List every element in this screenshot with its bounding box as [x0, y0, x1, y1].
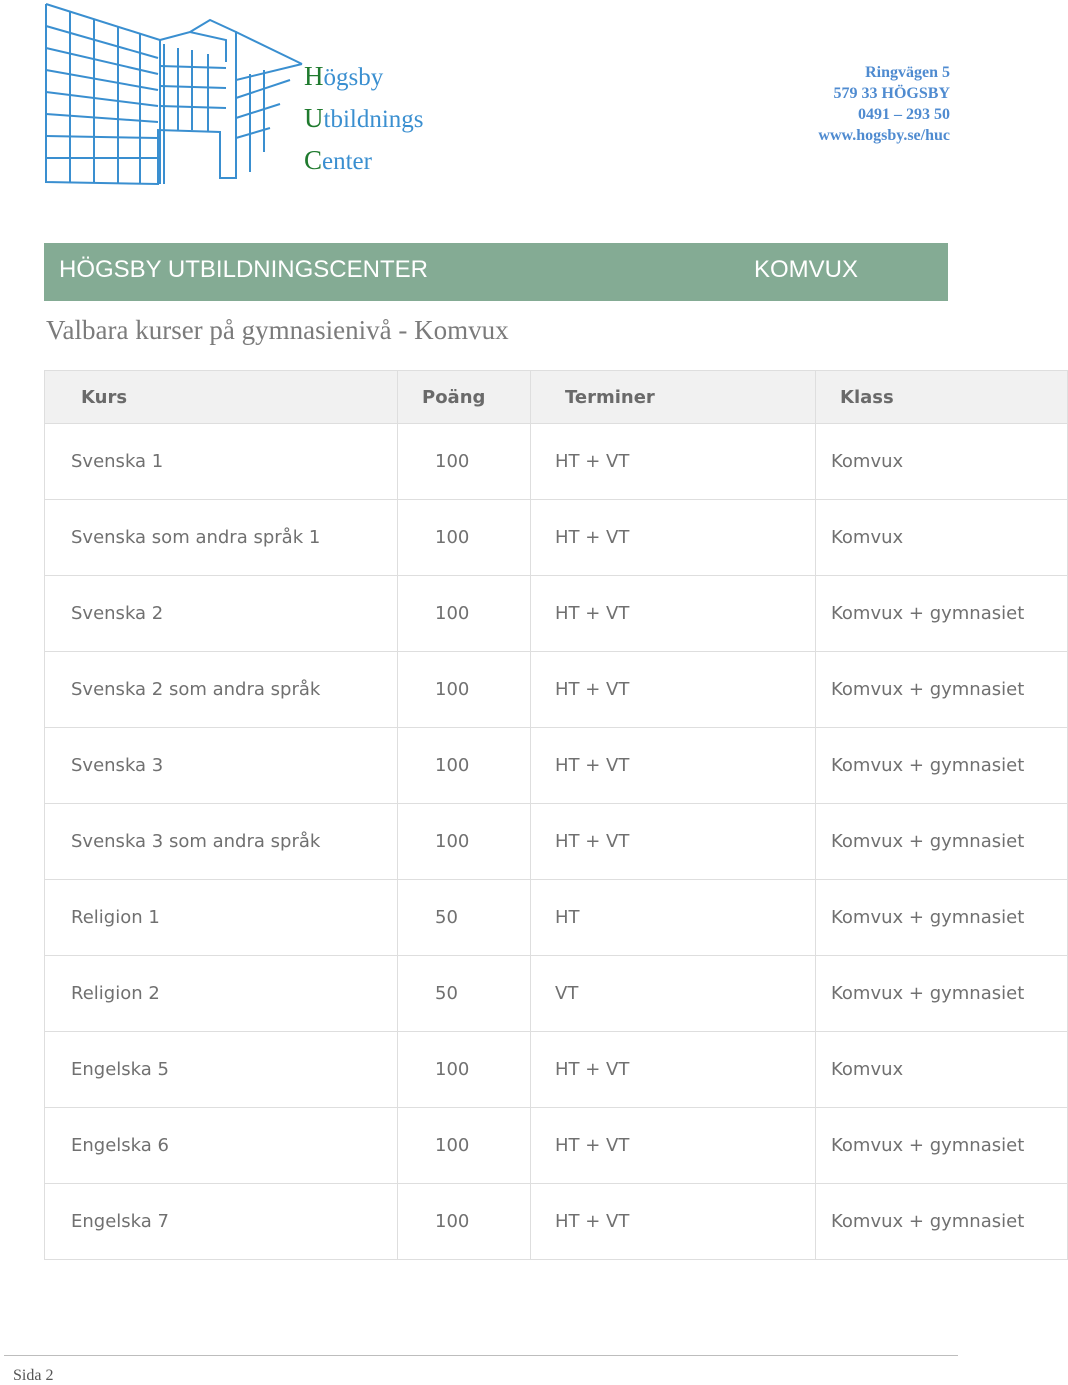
header-kurs: Kurs [45, 371, 398, 424]
course-points: 50 [398, 956, 531, 1032]
course-points: 100 [398, 576, 531, 652]
header-poang: Poäng [398, 371, 531, 424]
course-class: Komvux [816, 424, 1068, 500]
course-name: Engelska 6 [45, 1108, 398, 1184]
logo-line-utbildnings: Utbildnings [304, 103, 424, 133]
course-points: 100 [398, 1108, 531, 1184]
course-terms: VT [531, 956, 816, 1032]
table-row [45, 652, 1068, 728]
course-class: Komvux + gymnasiet [816, 1184, 1068, 1260]
page-number: Sida 2 [13, 1367, 54, 1384]
course-class: Komvux + gymnasiet [816, 652, 1068, 728]
course-terms: HT + VT [531, 424, 816, 500]
course-class: Komvux [816, 500, 1068, 576]
logo-line-center: Center [304, 145, 372, 175]
course-class: Komvux + gymnasiet [816, 804, 1068, 880]
course-terms: HT + VT [531, 576, 816, 652]
table-header-row [45, 371, 1068, 424]
table-row [45, 1108, 1068, 1184]
course-terms: HT + VT [531, 1184, 816, 1260]
address-phone: 0491 – 293 50 [858, 106, 950, 123]
address-website-link[interactable]: www.hogsby.se/huc [818, 127, 950, 144]
course-name: Religion 1 [45, 880, 398, 956]
course-class: Komvux + gymnasiet [816, 880, 1068, 956]
table-row [45, 804, 1068, 880]
course-class: Komvux [816, 1032, 1068, 1108]
course-points: 100 [398, 728, 531, 804]
address-street: Ringvägen 5 [865, 64, 950, 81]
school-building-logo-icon [40, 2, 320, 188]
footer-divider [4, 1355, 958, 1356]
course-name: Svenska 2 som andra språk [45, 652, 398, 728]
course-class: Komvux + gymnasiet [816, 728, 1068, 804]
course-points: 100 [398, 500, 531, 576]
banner-komvux: KOMVUX [753, 256, 858, 283]
course-points: 100 [398, 652, 531, 728]
course-points: 100 [398, 804, 531, 880]
course-points: 100 [398, 1184, 531, 1260]
course-points: 50 [398, 880, 531, 956]
address-postal: 579 33 HÖGSBY [833, 85, 950, 102]
table-row [45, 424, 1068, 500]
table-row [45, 500, 1068, 576]
course-name: Engelska 5 [45, 1032, 398, 1108]
course-class: Komvux + gymnasiet [816, 956, 1068, 1032]
header-banner [44, 243, 948, 301]
course-points: 100 [398, 424, 531, 500]
course-terms: HT + VT [531, 500, 816, 576]
course-terms: HT [531, 880, 816, 956]
page-title: Valbara kurser på gymnasienivå - Komvux [46, 315, 509, 345]
course-class: Komvux + gymnasiet [816, 576, 1068, 652]
course-terms: HT + VT [531, 1108, 816, 1184]
table-row [45, 880, 1068, 956]
course-name: Svenska 2 [45, 576, 398, 652]
courses-table [44, 370, 1068, 1260]
course-terms: HT + VT [531, 804, 816, 880]
course-name: Svenska 1 [45, 424, 398, 500]
table-row [45, 1032, 1068, 1108]
course-name: Svenska 3 [45, 728, 398, 804]
course-terms: HT + VT [531, 728, 816, 804]
logo-line-hogsby: Högsby [304, 61, 384, 91]
table-row [45, 576, 1068, 652]
course-name: Religion 2 [45, 956, 398, 1032]
table-row [45, 956, 1068, 1032]
course-name: Engelska 7 [45, 1184, 398, 1260]
table-row [45, 1184, 1068, 1260]
course-name: Svenska som andra språk 1 [45, 500, 398, 576]
course-points: 100 [398, 1032, 531, 1108]
table-row [45, 728, 1068, 804]
course-class: Komvux + gymnasiet [816, 1108, 1068, 1184]
address-block [818, 62, 950, 146]
course-terms: HT + VT [531, 652, 816, 728]
header-terminer: Terminer [531, 371, 816, 424]
banner-title: HÖGSBY UTBILDNINGSCENTER [59, 256, 428, 283]
course-name: Svenska 3 som andra språk [45, 804, 398, 880]
logo-wordmark [304, 56, 424, 182]
header-klass: Klass [816, 371, 1068, 424]
course-terms: HT + VT [531, 1032, 816, 1108]
